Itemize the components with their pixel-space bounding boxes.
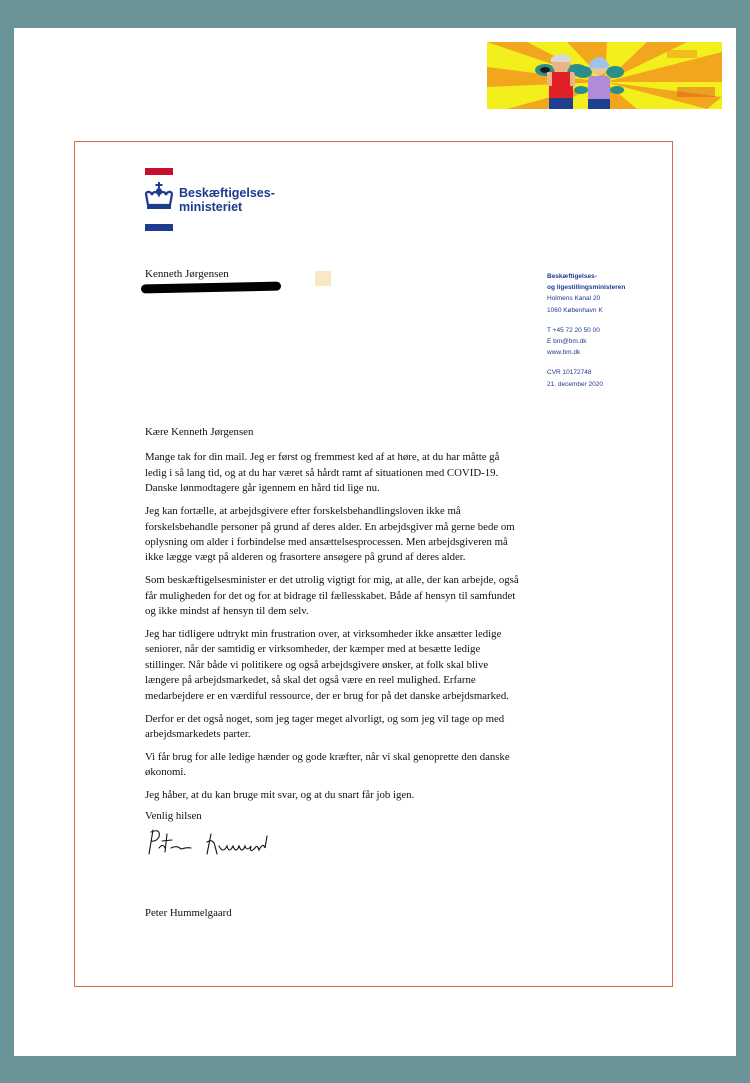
ministry-logo-text [179,186,275,214]
fitness-seniors-illustration [487,42,722,109]
logo-blue-bar [145,224,173,231]
letter-body [145,425,523,811]
handwritten-signature [143,824,283,860]
redaction-mark [141,282,281,294]
paragraph: Derfor er det også noget, som jeg tager meget alvorligt, og som jeg vil tage op med arbejdsmarkedets parter. [145,712,505,740]
sender-cvr: CVR 10172748 [547,369,592,377]
logo-line-2: ministeriet [179,200,243,214]
logo-red-bar [145,168,173,175]
sender-phone: T +45 72 20 50 00 [547,326,600,334]
salutation: Kære Kenneth Jørgensen [145,426,254,438]
letter-page [74,141,673,987]
logo-line-1: Beskæftigelses- [179,186,275,200]
sender-block [547,271,667,390]
paragraph: Som beskæftigelsesminister er det utrolig vigtigt for mig, at alle, der kan arbejde, også får muligheden for det og for at bidrage til fællesskabet. Både af hensyn til samfundet og ikke mindst af hensyn til dem selv. [145,574,519,618]
letter-date: 21. december 2020 [547,380,604,388]
banner-image [487,42,722,109]
closing: Venlig hilsen [145,810,202,822]
sender-city: 1060 København K [547,306,603,314]
recipient-name: Kenneth Jørgensen [145,268,229,280]
signer-name: Peter Hummelgaard [145,907,232,919]
sender-org-line-2: og ligestillingsministeren [547,284,626,292]
scan-smudge [315,271,331,286]
paragraph: Jeg har tidligere udtrykt min frustration over, at virksomheder ikke ansætter ledige seniorer, når der samtidig er virksomheder, der kæmper med at besætte ledige stillinger. Når både vi politikere og også arbejdsgivere ønsker, at folk skal blive længere på arbejdsmarkedet, så skal det også være en reel mulighed. Erfarne medarbejdere er en værdiful ressource, der er brug for på det danske arbejdsmarked. [145,627,509,702]
paragraph: Jeg kan fortælle, at arbejdsgivere efter forskelsbehandlingsloven ikke må forskelsbehandle personer på grund af deres alder. En arbejdsgiver må gerne bede om oplysning om alder i forbindelse med ansættelsesprocessen. Men arbejdsgiveren må ikke lægge vægt på alderen og frasortere ansøgere på grund af deres alder. [145,505,515,564]
paragraph: Vi får brug for alle ledige hænder og gode kræfter, når vi skal genoprette den danske økonomi. [145,750,510,779]
crown-icon [143,182,175,212]
sender-org-line-1: Beskæftigelses- [547,273,597,280]
sender-email: E bm@bm.dk [547,338,587,346]
paragraph: Jeg håber, at du kan bruge mit svar, og at du snart får job igen. [145,789,415,802]
paragraph: Mange tak for din mail. Jeg er først og fremmest ked af at høre, at du har måtte gå ledig i så lang tid, og at du har været så hårdt ramt af situationen med COVID-19. Danske lønmodtagere går igennem en hård tid lige nu. [145,451,500,495]
sender-web: www.bm.dk [547,349,581,357]
sender-street: Holmens Kanal 20 [547,295,601,303]
